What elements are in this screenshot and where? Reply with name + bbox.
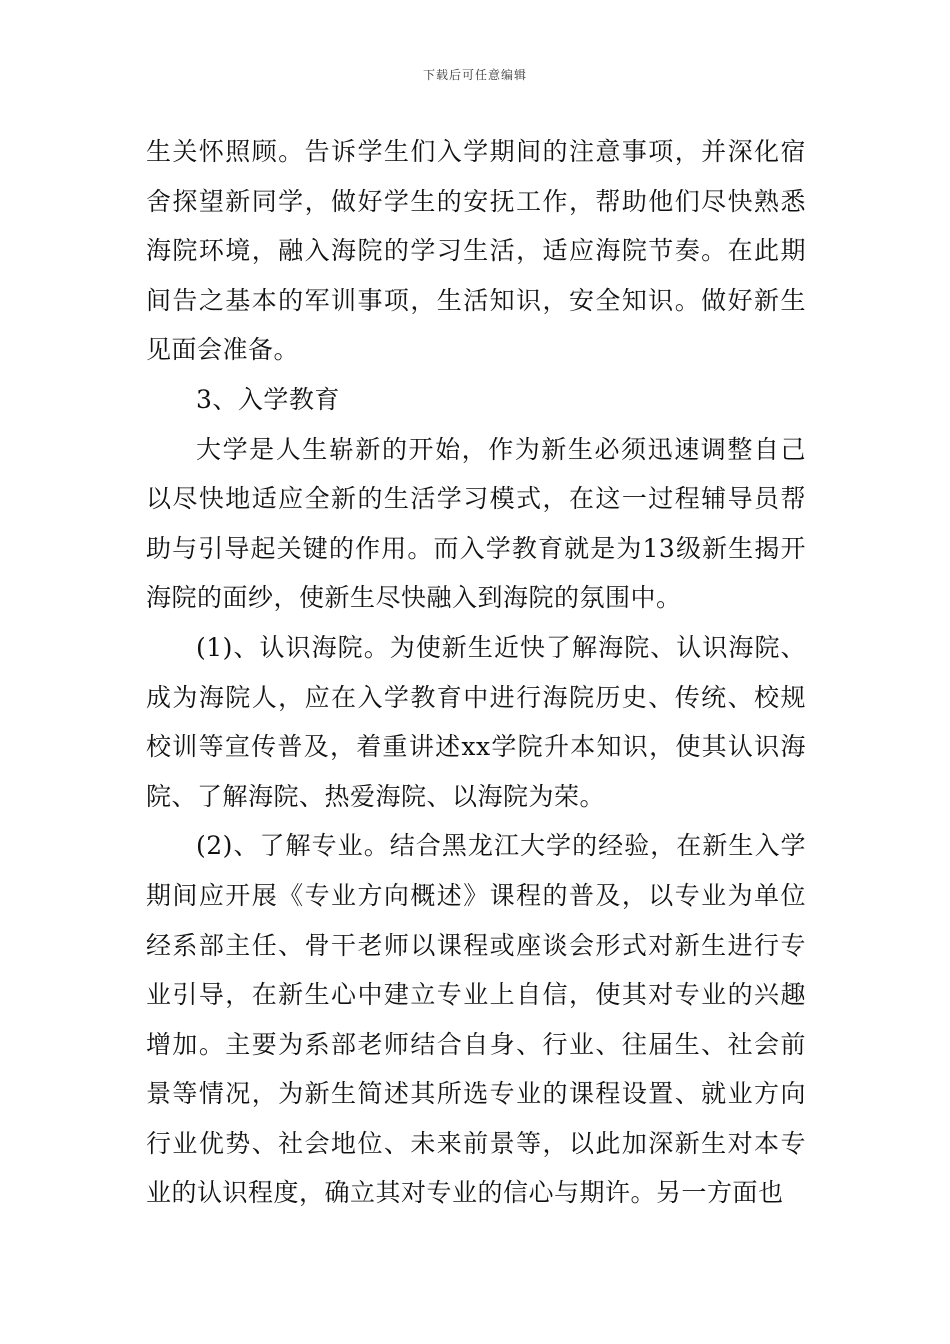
paragraph-continuation: 生关怀照顾。告诉学生们入学期间的注意事项，并深化宿舍探望新同学，做好学生的安抚工作，帮助他们尽快熟悉海院环境，融入海院的学习生活，适应海院节奏。在此期间告之基本的军训事项，生活知识，安全知识。做好新生见面会准备。	[146, 137, 806, 365]
section-heading: 3、入学教育	[196, 384, 340, 414]
paragraph-intro: 大学是人生崭新的开始，作为新生必须迅速调整自己以尽快地适应全新的生活学习模式，在这一过程辅导员帮助与引导起关键的作用。而入学教育就是为13级新生揭开海院的面纱，使新生尽快融入到海院的氛围中。	[146, 434, 806, 613]
paragraph-item-2: (2)、了解专业。结合黑龙江大学的经验，在新生入学期间应开展《专业方向概述》课程的普及，以专业为单位经系部主任、骨干老师以课程或座谈会形式对新生进行专业引导，在新生心中建立专业上自信，使其对专业的兴趣增加。主要为系部老师结合自身、行业、往届生、社会前景等情况，为新生简述其所选专业的课程设置、就业方向行业优势、社会地位、未来前景等，以此加深新生对本专业的认识程度，确立其对专业的信心与期许。另一方面也	[146, 831, 806, 1208]
document-body	[146, 127, 806, 1218]
paragraph-item-1: (1)、认识海院。为使新生近快了解海院、认识海院、成为海院人，应在入学教育中进行海院历史、传统、校规校训等宣传普及，着重讲述xx学院升本知识，使其认识海院、了解海院、热爱海院、以海院为荣。	[146, 632, 806, 811]
page-header: 下载后可任意编辑	[422, 68, 527, 82]
